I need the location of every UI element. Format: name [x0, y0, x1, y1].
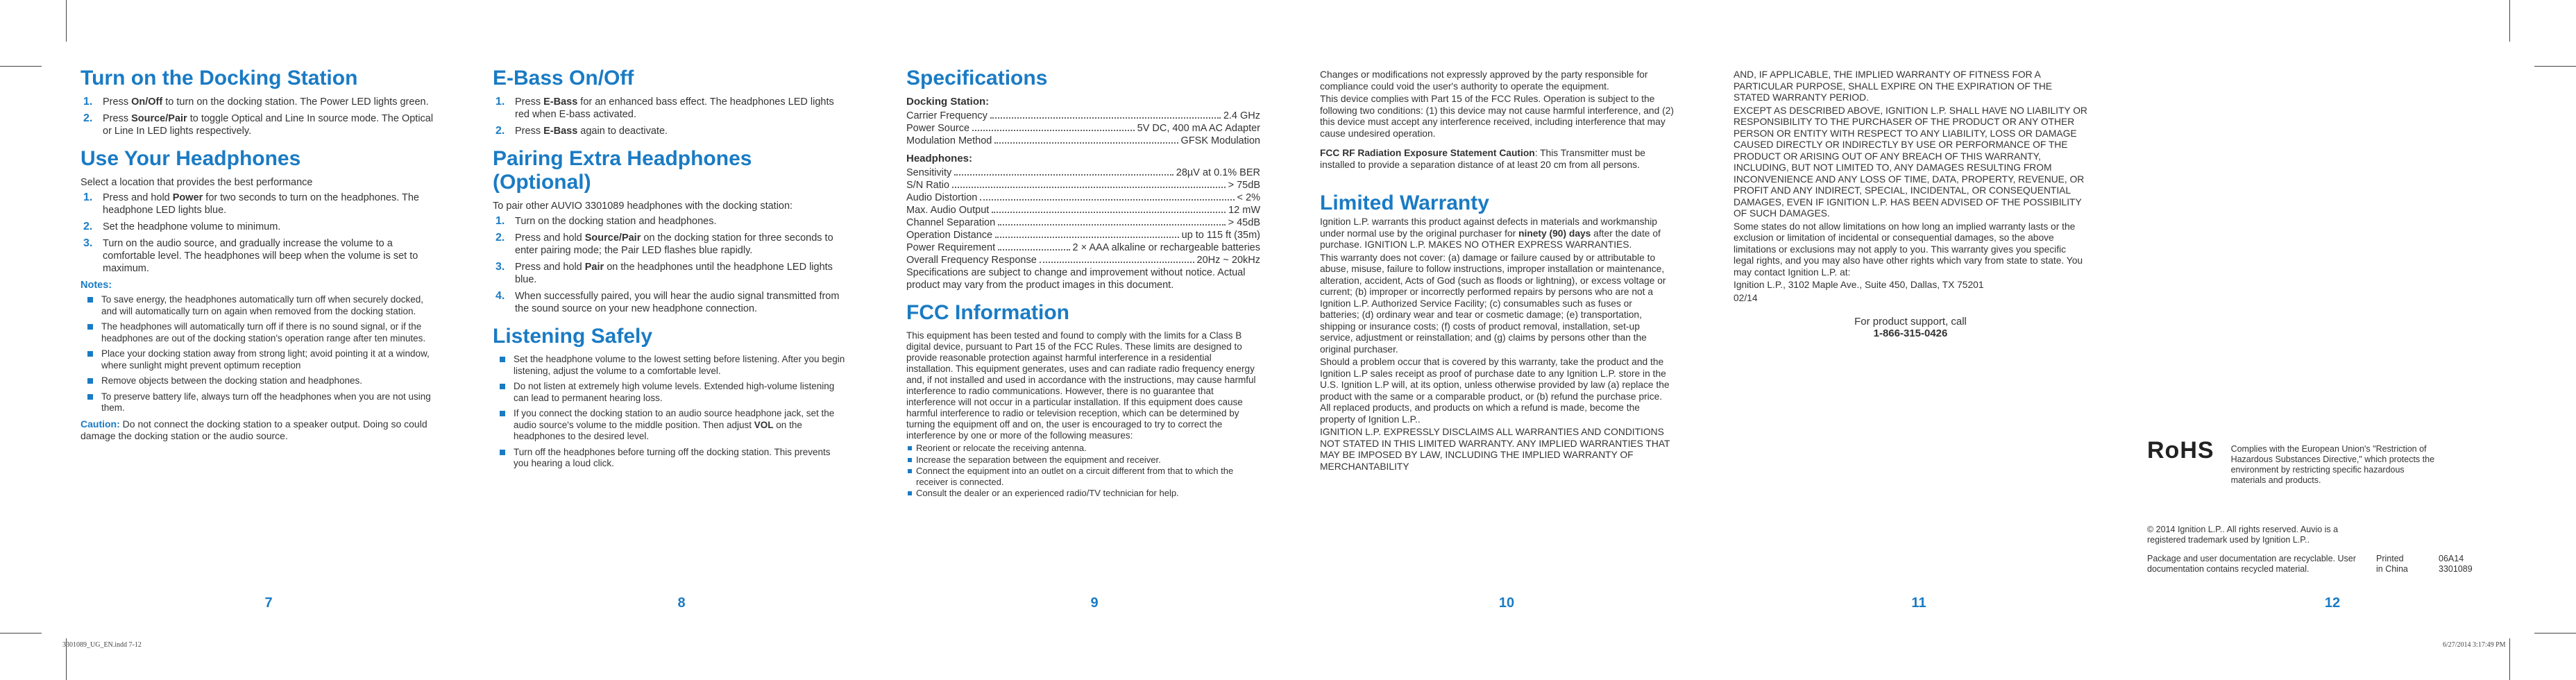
list-item: 2. Press and hold Source/Pair on the docking station for three seconds to enter pairing mode; the Pair LED flashes blue rapidly.	[495, 232, 833, 256]
list-item: Turn off the headphones before turning off the docking station. This prevents you hearing a loud click.	[493, 447, 847, 470]
support-block	[1734, 316, 2087, 339]
list-item: Set the headphone volume to the lowest setting before listening. After you begin listening, adjust the volume to a comfortable level.	[493, 354, 847, 377]
spec-row: Audio Distortion < 2%	[906, 192, 1260, 203]
spec-row: S/N Ratio > 75dB	[906, 180, 1260, 191]
list-item: Consult the dealer or an experienced radio/TV technician for help.	[906, 488, 1260, 499]
warranty-title: Limited Warranty	[1320, 192, 1489, 214]
slug-filename: 3301089_UG_EN.indd 7-12	[62, 641, 142, 649]
page-12-column	[2147, 437, 2494, 575]
recycle-text: Package and user documentation are recyclable. User documentation contains recycled material.	[2147, 554, 2356, 574]
rohs-logo: RoHS	[2147, 437, 2214, 464]
pairing-title: Pairing Extra Headphones (Optional)	[493, 147, 752, 194]
pairing-steps	[493, 215, 847, 315]
page-number: 7	[264, 595, 273, 611]
crop-mark	[0, 66, 42, 67]
spec-title: Specifications	[906, 67, 1048, 90]
slug-timestamp: 6/27/2014 3:17:49 PM	[2443, 641, 2506, 649]
list-item: 2. Set the headphone volume to minimum.	[83, 221, 281, 232]
list-item: 1. Press On/Off to turn on the docking station. The Power LED lights green.	[83, 96, 429, 108]
rohs-block	[2147, 437, 2494, 486]
footer-info	[2147, 554, 2494, 575]
list-item: Place your docking station away from strong light; avoid pointing it at a window, where sunlight might prevent optimum reception	[80, 348, 434, 371]
spec-row: Overall Frequency Response 20Hz ~ 20kHz	[906, 255, 1260, 266]
support-phone: 1-866-315-0426	[1873, 327, 1948, 339]
list-item: To preserve battery life, always turn off the headphones when you are not using them.	[80, 391, 434, 414]
spec-row: Operation Distance up to 115 ft (35m)	[906, 230, 1260, 241]
notes-list	[80, 294, 434, 414]
state-rights-text: Some states do not allow limitations on how long an implied warranty lasts or the exclusion or limitation of incidental or consequential damages, so the above limitations or exclusions may not apply to you. This warranty gives you specific legal rights, and you may also have other rights which vary from state to state. You may contact Ignition L.P. at:	[1734, 221, 2083, 278]
page-8-column	[493, 67, 847, 474]
implied-warranty-text: AND, IF APPLICABLE, THE IMPLIED WARRANTY OF FITNESS FOR A PARTICULAR PURPOSE, SHALL EXPIRE ON THE EXPIRATION OF THE STATED WARRANTY PERIOD.	[1734, 69, 2052, 103]
list-item: 3. Turn on the audio source, and gradually increase the volume to a comfortable level. The headphones will beep when the volume is set to maximum.	[83, 237, 418, 274]
headphones-intro: Select a location that provides the best performance	[80, 177, 313, 188]
list-item: Increase the separation between the equipment and receiver.	[906, 454, 1260, 466]
spec-row: Power Source 5V DC, 400 mA AC Adapter	[906, 123, 1260, 134]
spec-row: Max. Audio Output 12 mW	[906, 205, 1260, 216]
fcc-text: This equipment has been tested and found to comply with the limits for a Class B digital device, pursuant to Part 15 of the FCC Rules. These limits are designed to provide reasonable protection against harmful interference in a residential installation. This equipment generates, uses and can radiate radio frequency energy and, if not installed and used in accordance with the instructions, may cause harmful interference to radio communications. However, there is no guarantee that interference will not occur in a particular installation. If this equipment does cause harmful interference to radio or television reception, which can be determined by turning the equipment off and on, the user is encouraged to try to correct the interference by one or more of the following measures:	[906, 330, 1256, 441]
rohs-text: Complies with the European Union's "Restriction of Hazardous Substances Directive," which protects the environment by restricting specific hazardous materials and products.	[2230, 444, 2435, 485]
ebass-steps	[493, 96, 847, 137]
page-number: 8	[677, 595, 686, 611]
part-number-block: 06A14 3301089	[2439, 554, 2473, 574]
docking-title: Turn on the Docking Station	[80, 67, 358, 90]
list-item: To save energy, the headphones automatically turn off when securely docked, and will automatically turn on again when removed from the docking station.	[80, 294, 434, 317]
docking-heading: Docking Station:	[906, 96, 990, 108]
support-text: For product support, call	[1854, 316, 1967, 328]
crop-mark	[2509, 0, 2510, 42]
list-item: 3. Press and hold Pair on the headphones until the headphone LED lights blue.	[495, 261, 833, 285]
listening-list	[493, 354, 847, 470]
warranty-p2: This warranty does not cover: (a) damage or failure caused by or attributable to abuse, misuse, failure to follow instructions, improper installation or maintenance, alteration, accident, Acts of God (such as floods or lightning), or excess voltage or current; (b) improper or incorrectly performed repairs by persons who are not a Ignition L.P. Authorized Service Facility; (c) consumables such as fuses or batteries; (d) ordinary wear and tear or cosmetic damage; (e) transportation, shipping or insurance costs; (f) costs of product removal, installation, set-up service, adjustment or reinstallation; and (g) claims by persons other than the original purchaser.	[1320, 252, 1666, 355]
fcc-title: FCC Information	[906, 301, 1069, 324]
spec-row: Modulation Method GFSK Modulation	[906, 135, 1260, 146]
pairing-intro: To pair other AUVIO 3301089 headphones with the docking station:	[493, 201, 793, 212]
list-item: Remove objects between the docking station and headphones.	[80, 375, 434, 387]
copyright: © 2014 Ignition L.P.. All rights reserved. Auvio is a registered trademark used by Ignition L.P..	[2147, 525, 2339, 545]
date-code: 02/14	[1734, 292, 1758, 303]
warranty-p1: Ignition L.P. warrants this product against defects in materials and workmanship under normal use by the original purchaser for ninety (90) days after the date of purchase. IGNITION L.P. MAKES NO OTHER EXPRESS WARRANTIES.	[1320, 216, 1661, 250]
list-item: If you connect the docking station to an audio source headphone jack, set the audio source's volume to the middle position. Then adjust VOL on the headphones to the desired level.	[493, 408, 847, 443]
page-11-column	[1734, 69, 2087, 339]
page-number: 9	[1090, 595, 1099, 611]
headphones-steps	[80, 192, 434, 275]
spec-row: Sensitivity 28µV at 0.1% BER	[906, 167, 1260, 178]
rf-statement: FCC RF Radiation Exposure Statement Caution: This Transmitter must be installed to provide a separation distance of at least 20 cm from all persons.	[1320, 148, 1645, 170]
notes-label: Notes:	[80, 280, 112, 291]
headphones-title: Use Your Headphones	[80, 147, 301, 170]
page-number: 12	[2324, 595, 2341, 611]
fcc-measures	[906, 443, 1260, 499]
caution: Caution: Do not connect the docking station to a speaker output. Doing so could damage the docking station or the audio source.	[80, 418, 427, 441]
spec-row: Carrier Frequency 2.4 GHz	[906, 110, 1260, 121]
spec-note: Specifications are subject to change and improvement without notice. Actual product may vary from the product images in this document.	[906, 267, 1246, 291]
list-item: Reorient or relocate the receiving antenna.	[906, 443, 1260, 454]
changes-text: Changes or modifications not expressly approved by the party responsible for compliance could void the user's authority to operate the equipment.	[1320, 69, 1648, 92]
warranty-p4: IGNITION L.P. EXPRESSLY DISCLAIMS ALL WARRANTIES AND CONDITIONS NOT STATED IN THIS LIMITED WARRANTY. ANY IMPLIED WARRANTIES THAT MAY BE IMPOSED BY LAW, INCLUDING THE IMPLIED WARRANTY OF MERCHANTABILITY	[1320, 427, 1670, 472]
list-item: Connect the equipment into an outlet on a circuit different from that to which the receiver is connected.	[906, 466, 1260, 487]
list-item: The headphones will automatically turn off if there is no sound signal, or if the headphones are out of the docking station's operation range after ten minutes.	[80, 321, 434, 344]
docking-steps	[80, 96, 434, 137]
crop-mark	[2534, 66, 2576, 67]
headphones-heading: Headphones:	[906, 153, 973, 164]
page-number: 10	[1498, 595, 1515, 611]
page-7-column	[80, 67, 434, 443]
list-item: 1. Press E-Bass for an enhanced bass effect. The headphones LED lights red when E-bass activated.	[495, 96, 834, 120]
crop-mark	[2534, 633, 2576, 634]
crop-mark	[66, 0, 67, 42]
crop-mark	[0, 633, 42, 634]
list-item: 2. Press E-Bass again to deactivate.	[495, 125, 668, 137]
list-item: 4. When successfully paired, you will hear the audio signal transmitted from the sound source on your new headphone connection.	[495, 290, 840, 314]
ebass-title: E-Bass On/Off	[493, 67, 634, 90]
crop-mark	[2509, 638, 2510, 680]
list-item: 1. Turn on the docking station and headphones.	[495, 215, 717, 227]
warranty-p3: Should a problem occur that is covered by this warranty, take the product and the Ignition L.P sales receipt as proof of purchase date to any Ignition L.P. store in the U.S. Ignition L.P will, at its option, unless otherwise provided by law (a) replace the product with the same or a comparable product, or (b) refund the purchase price. All replaced products, and products on which a refund is made, become the property of Ignition L.P..	[1320, 357, 1670, 425]
listening-title: Listening Safely	[493, 325, 653, 348]
page-10-column	[1320, 69, 1674, 474]
list-item: Do not listen at extremely high volume levels. Extended high-volume listening can lead to permanent hearing loss.	[493, 381, 847, 404]
page-number: 11	[1911, 595, 1926, 611]
printed-block: Printed in China	[2376, 554, 2408, 574]
spec-row: Channel Separation > 45dB	[906, 217, 1260, 228]
list-item: 2. Press Source/Pair to toggle Optical and Line In source mode. The Optical or Line In LED lights respectively.	[83, 112, 434, 137]
part15-text: This device complies with Part 15 of the FCC Rules. Operation is subject to the following two conditions: (1) this device may not cause harmful interference, and (2) this device must accept any interference received, including interference that may cause undesired operation.	[1320, 94, 1674, 139]
liability-text: EXCEPT AS DESCRIBED ABOVE, IGNITION L.P. SHALL HAVE NO LIABILITY OR RESPONSIBILITY TO THE PURCHASER OF THE PRODUCT OR ANY OTHER PERSON OR ENTITY WITH RESPECT TO ANY LIABILITY, LOSS OR DAMAGE CAUSED DIRECTLY OR INDIRECTLY BY USE OR PERFORMANCE OF THE PRODUCT OR ARISING OUT OF ANY BREACH OF THIS WARRANTY, INCLUDING, BUT NOT LIMITED TO, ANY DAMAGES RESULTING FROM INCONVENIENCE AND ANY LOSS OF TIME, DATA, PROPERTY, REVENUE, OR PROFIT AND ANY INDIRECT, SPECIAL, INCIDENTAL, OR CONSEQUENTIAL DAMAGES, EVEN IF IGNITION L.P. HAS BEEN ADVISED OF THE POSSIBILITY OF SUCH DAMAGES.	[1734, 105, 2087, 219]
address: Ignition L.P., 3102 Maple Ave., Suite 450, Dallas, TX 75201	[1734, 280, 1984, 290]
spec-row: Power Requirement 2 × AAA alkaline or rechargeable batteries	[906, 242, 1260, 253]
page-9-column	[906, 67, 1260, 502]
list-item: 1. Press and hold Power for two seconds to turn on the headphones. The headphone LED lights blue.	[83, 192, 419, 216]
